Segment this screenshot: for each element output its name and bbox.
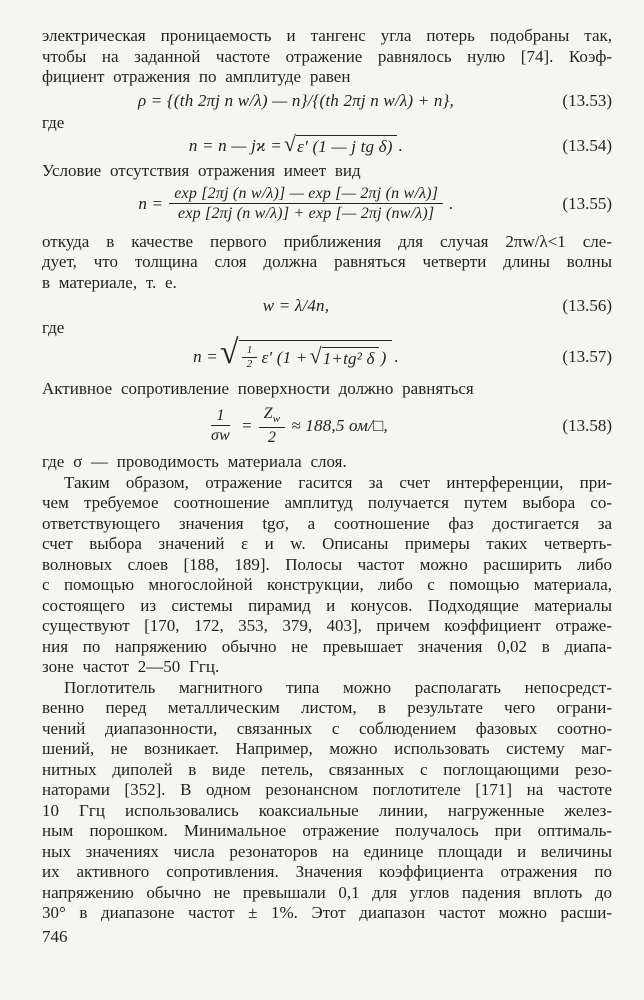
equation-number: (13.53)	[562, 90, 612, 110]
radicand: ε′ (1 — j tg δ)	[296, 135, 396, 157]
text-line: дует, что толщина слоя должна равняться четверти длины волны	[42, 252, 612, 272]
text-line: в материале, т. е.	[42, 272, 177, 292]
equation-13-58	[42, 404, 612, 447]
text-line: существуют [170, 172, 353, 379, 403], причем коэффициент отраже-	[42, 616, 612, 636]
fraction-half	[242, 344, 258, 370]
equals-sign: =	[241, 415, 253, 435]
text-line: зоне частот 2—50 Ггц.	[42, 657, 220, 677]
equation-number: (13.56)	[562, 296, 612, 316]
equation-number: (13.57)	[562, 346, 612, 366]
text-line: чений диапазонности, связанных с соблюдением фазовых соотно-	[42, 718, 612, 738]
equation-suffix: .	[398, 136, 404, 155]
text-line: Условие отсутствия отражения имеет вид	[42, 161, 361, 180]
equation-suffix: .	[449, 193, 454, 213]
text-line: волновых слоев [188, 189]. Полосы частот можно расширить либо	[42, 554, 612, 574]
symbol-Z: Z	[263, 405, 273, 423]
denominator: σw	[211, 427, 230, 445]
numerator: 1	[242, 344, 258, 358]
radical-icon: √	[309, 342, 322, 368]
radicand-text: ε′ (1 +	[261, 347, 308, 367]
fraction-conductance	[206, 406, 235, 446]
text-line: Активное сопротивление поверхности должно равняться	[42, 378, 474, 398]
paragraph-magnetic-absorber	[42, 678, 612, 924]
denominator: 2	[246, 358, 253, 371]
denominator: 2	[267, 428, 277, 446]
square-root-outer	[219, 333, 393, 374]
text-line: Таким образом, отражение гасится за счет интерференции, при-	[64, 472, 612, 492]
equation-number: (13.54)	[562, 136, 612, 155]
text-line: нитных диполей в виде петель, связанных с поглощающими резо-	[42, 759, 612, 779]
equation-number: (13.55)	[562, 193, 612, 213]
equation-13-55	[42, 184, 612, 224]
text-line: ных значениях числа резонаторов на единице площади и величины	[42, 841, 612, 861]
text-line: наторами [352]. В одном резонансном поглотителе [171] на частоте	[42, 780, 612, 800]
text-line: электрическая проницаемость и тангенс угла потерь подобраны так,	[42, 26, 612, 45]
text-line: откуда в качестве первого приближения для случая 2πw/λ<1 сле-	[42, 231, 612, 251]
text-line: Поглотитель магнитного типа можно располагать непосредст-	[64, 677, 612, 697]
text-line: где	[42, 112, 65, 132]
text-line: ным порошком. Минимальное отражение получалось при оптималь-	[42, 821, 612, 841]
text-line: 10 Ггц использовались коаксиальные линии, нагруженные желез-	[42, 800, 612, 820]
numerator: exp [2πj (n w/λ)] — exp [— 2πj (n w/λ)]	[169, 184, 443, 205]
fraction	[169, 184, 443, 224]
equation-lhs: n =	[138, 193, 164, 213]
equation-body	[42, 131, 550, 157]
equation-lhs: n =	[193, 346, 218, 366]
text-line: с помощью многослойной конструкции, либо с помощью материала,	[42, 575, 612, 595]
equation-body: ρ = {(th 2πj n w/λ) — n}/{(th 2πj n w/λ) + n},	[137, 90, 454, 110]
text-line: где σ — проводимость материала слоя.	[42, 452, 347, 472]
numerator	[259, 404, 286, 428]
text-line: счет выбора значений ε и w. Описаны примеры таких четверть-	[42, 534, 612, 554]
radical-icon: √	[283, 131, 297, 156]
equation-number: (13.58)	[562, 415, 612, 435]
equation-suffix: .	[394, 346, 399, 366]
numerator: 1	[211, 406, 229, 427]
text-line: состоящего из системы пирамид и конусов. Подходящие материалы	[42, 595, 612, 615]
equation-13-54	[42, 131, 612, 157]
fraction-impedance	[259, 404, 286, 447]
equation-lhs: n = n — jϰ =	[188, 136, 282, 155]
equation-13-56	[42, 296, 612, 316]
text-line: чем требуемое соотношение амплитуд получается путем выбора со-	[42, 493, 612, 513]
paragraph-approximation	[42, 232, 612, 294]
radical-icon: √	[219, 333, 239, 371]
text-line: напряжению обычно не превышали 0,1 для углов падения вплоть до	[42, 882, 612, 902]
text-line: чтобы на заданной частоте отражение равнялось нулю [74]. Коэф-	[42, 46, 612, 66]
text-line: ответствующего значения tgσ, а соотношение фаз достигается за	[42, 513, 612, 533]
subscript-w: w	[272, 413, 281, 426]
text-line: где	[42, 318, 65, 338]
text-line: венно перед металлическим листом, в результате чего ограни-	[42, 698, 612, 718]
equation-13-57	[42, 333, 612, 374]
equation-result: ≈ 188,5 ом/□,	[291, 415, 388, 435]
paragraph-intro	[42, 26, 612, 88]
text-line: 30° в диапазоне частот ± 1%. Этот диапазон частот можно расши-	[42, 903, 612, 923]
equation-body: w = λ/4n,	[262, 296, 330, 316]
text-line: фициент отражения по амплитуде равен	[42, 67, 351, 86]
page-number: 746	[42, 926, 68, 946]
square-root-inner	[309, 342, 378, 369]
square-root	[283, 131, 397, 157]
text-line: ния по напряжению обычно не превышает значения 0,02 в диапа-	[42, 636, 612, 656]
equation-13-53	[42, 91, 612, 111]
equation-body	[42, 184, 550, 224]
radicand: 1+tg² δ	[322, 347, 379, 369]
denominator: exp [2πj (n w/λ)] + exp [— 2πj (nw/λ)]	[178, 205, 435, 223]
radicand-text: )	[380, 347, 387, 367]
paragraph-interference	[42, 473, 612, 678]
text-line: их активного сопротивления. Значения коэффициента отражения по	[42, 862, 612, 882]
equation-body	[42, 333, 550, 374]
radicand	[239, 340, 393, 374]
equation-body	[42, 404, 550, 447]
text-line: шений, не возникает. Например, можно использовать систему маг-	[42, 739, 612, 759]
text-block	[42, 26, 612, 947]
